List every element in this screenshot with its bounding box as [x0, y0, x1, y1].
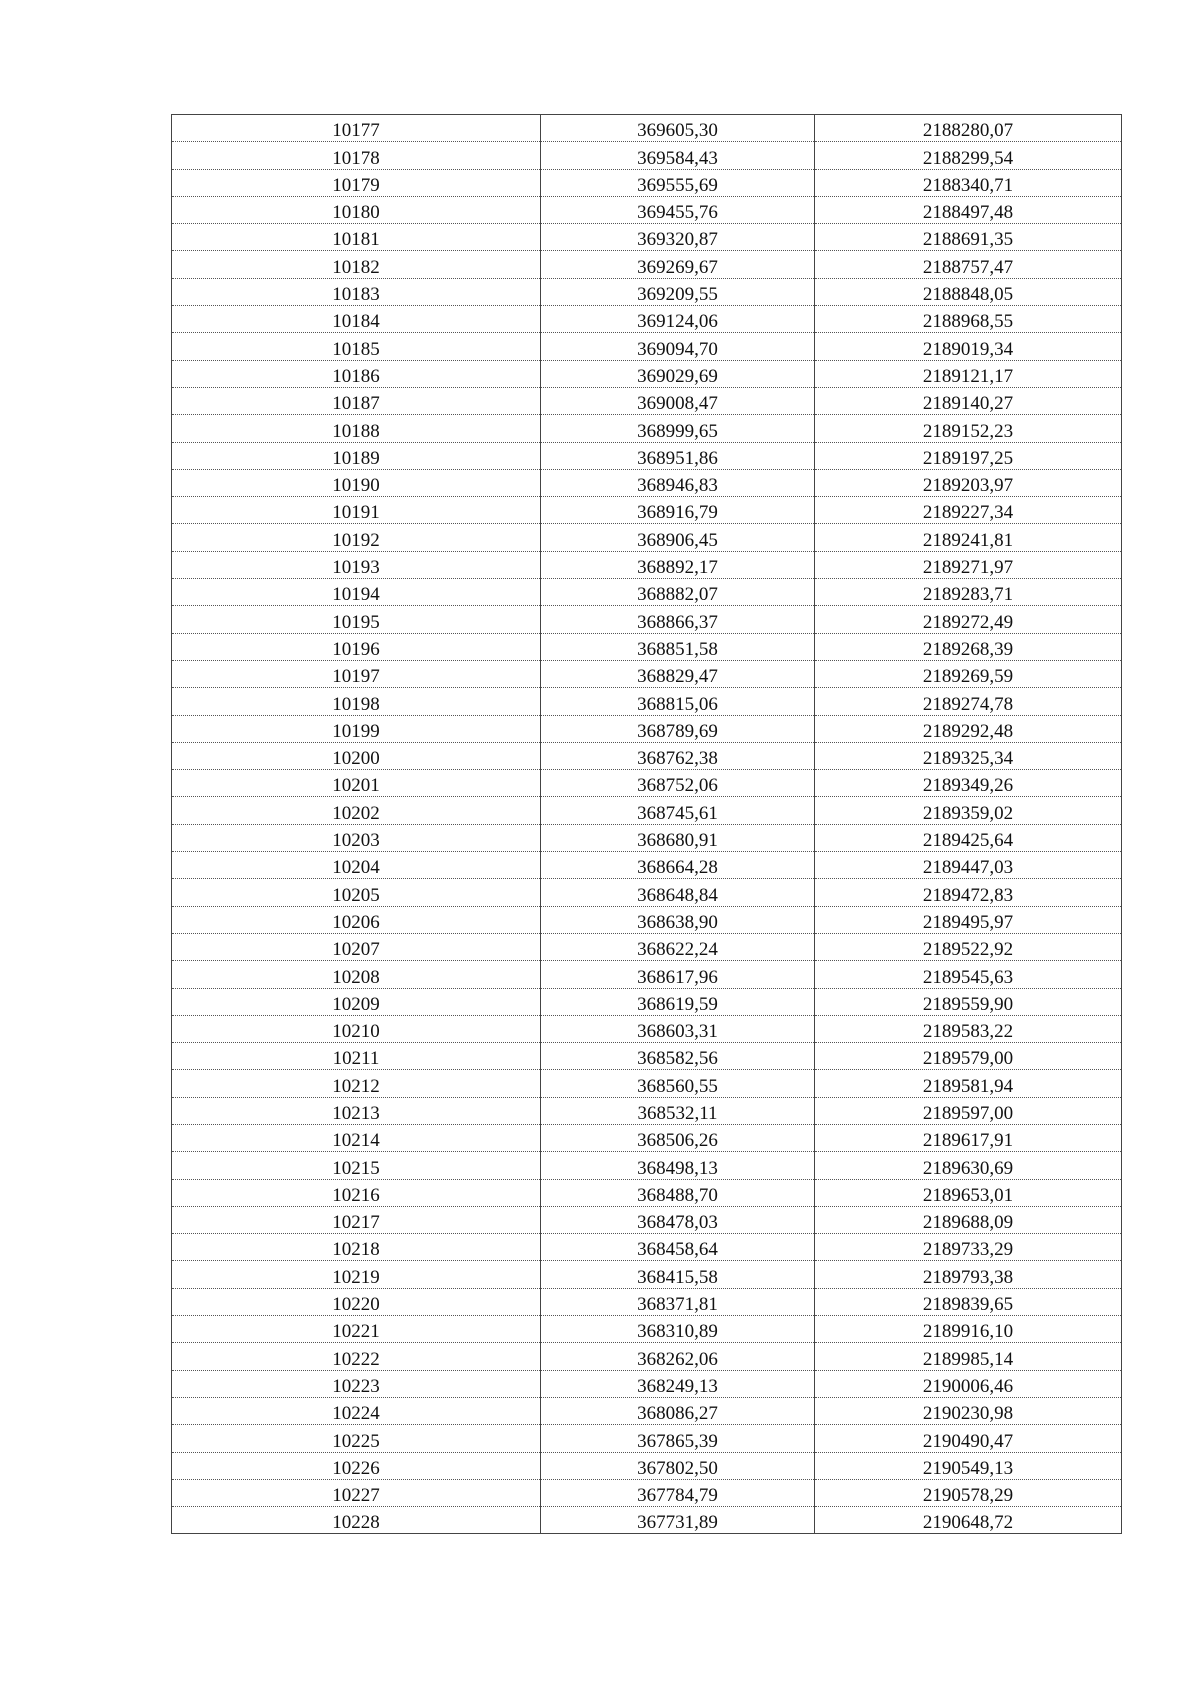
x-coordinate-cell: 369605,30	[541, 115, 815, 142]
point-number-cell: 10183	[172, 278, 541, 305]
x-coordinate-cell: 368617,96	[541, 961, 815, 988]
y-coordinate-cell: 2189495,97	[815, 906, 1122, 933]
table-row	[172, 360, 1122, 387]
x-coordinate-cell: 368906,45	[541, 524, 815, 551]
x-coordinate-cell: 368488,70	[541, 1179, 815, 1206]
point-number-cell: 10182	[172, 251, 541, 278]
point-number-cell: 10199	[172, 715, 541, 742]
y-coordinate-cell: 2189152,23	[815, 415, 1122, 442]
y-coordinate-cell: 2189985,14	[815, 1343, 1122, 1370]
point-number-cell: 10215	[172, 1152, 541, 1179]
y-coordinate-cell: 2190230,98	[815, 1397, 1122, 1424]
table-row	[172, 1397, 1122, 1424]
x-coordinate-cell: 368664,28	[541, 852, 815, 879]
point-number-cell: 10181	[172, 224, 541, 251]
x-coordinate-cell: 368648,84	[541, 879, 815, 906]
x-coordinate-cell: 369320,87	[541, 224, 815, 251]
table-row	[172, 1343, 1122, 1370]
x-coordinate-cell: 368946,83	[541, 469, 815, 496]
y-coordinate-cell: 2189583,22	[815, 1015, 1122, 1042]
table-row	[172, 1097, 1122, 1124]
y-coordinate-cell: 2189522,92	[815, 933, 1122, 960]
y-coordinate-cell: 2189121,17	[815, 360, 1122, 387]
table-row	[172, 251, 1122, 278]
x-coordinate-cell: 369209,55	[541, 278, 815, 305]
x-coordinate-cell: 368622,24	[541, 933, 815, 960]
y-coordinate-cell: 2189349,26	[815, 770, 1122, 797]
x-coordinate-cell: 369555,69	[541, 169, 815, 196]
point-number-cell: 10214	[172, 1124, 541, 1151]
table-row	[172, 196, 1122, 223]
table-row	[172, 852, 1122, 879]
table-row	[172, 1370, 1122, 1397]
point-number-cell: 10206	[172, 906, 541, 933]
x-coordinate-cell: 368762,38	[541, 742, 815, 769]
point-number-cell: 10177	[172, 115, 541, 142]
table-row	[172, 333, 1122, 360]
y-coordinate-cell: 2188497,48	[815, 196, 1122, 223]
table-row	[172, 742, 1122, 769]
x-coordinate-cell: 368866,37	[541, 606, 815, 633]
table-row	[172, 579, 1122, 606]
y-coordinate-cell: 2189019,34	[815, 333, 1122, 360]
y-coordinate-cell: 2189325,34	[815, 742, 1122, 769]
y-coordinate-cell: 2189916,10	[815, 1316, 1122, 1343]
x-coordinate-cell: 367865,39	[541, 1425, 815, 1452]
point-number-cell: 10201	[172, 770, 541, 797]
point-number-cell: 10200	[172, 742, 541, 769]
y-coordinate-cell: 2189653,01	[815, 1179, 1122, 1206]
point-number-cell: 10211	[172, 1043, 541, 1070]
table-row	[172, 660, 1122, 687]
point-number-cell: 10218	[172, 1234, 541, 1261]
table-row	[172, 1152, 1122, 1179]
point-number-cell: 10196	[172, 633, 541, 660]
point-number-cell: 10188	[172, 415, 541, 442]
point-number-cell: 10198	[172, 688, 541, 715]
point-number-cell: 10194	[172, 579, 541, 606]
x-coordinate-cell: 368371,81	[541, 1288, 815, 1315]
point-number-cell: 10204	[172, 852, 541, 879]
y-coordinate-cell: 2188968,55	[815, 306, 1122, 333]
y-coordinate-cell: 2189197,25	[815, 442, 1122, 469]
point-number-cell: 10222	[172, 1343, 541, 1370]
x-coordinate-cell: 368680,91	[541, 824, 815, 851]
table-row	[172, 1507, 1122, 1534]
x-coordinate-cell: 368638,90	[541, 906, 815, 933]
table-row	[172, 115, 1122, 142]
point-number-cell: 10216	[172, 1179, 541, 1206]
y-coordinate-cell: 2188848,05	[815, 278, 1122, 305]
table-row	[172, 415, 1122, 442]
table-row	[172, 1015, 1122, 1042]
point-number-cell: 10192	[172, 524, 541, 551]
x-coordinate-cell: 368916,79	[541, 497, 815, 524]
x-coordinate-cell: 369029,69	[541, 360, 815, 387]
x-coordinate-cell: 368532,11	[541, 1097, 815, 1124]
point-number-cell: 10223	[172, 1370, 541, 1397]
y-coordinate-cell: 2188691,35	[815, 224, 1122, 251]
table-row	[172, 278, 1122, 305]
x-coordinate-cell: 369455,76	[541, 196, 815, 223]
table-row	[172, 442, 1122, 469]
y-coordinate-cell: 2189617,91	[815, 1124, 1122, 1151]
point-number-cell: 10205	[172, 879, 541, 906]
y-coordinate-cell: 2189359,02	[815, 797, 1122, 824]
point-number-cell: 10220	[172, 1288, 541, 1315]
y-coordinate-cell: 2189597,00	[815, 1097, 1122, 1124]
x-coordinate-cell: 368829,47	[541, 660, 815, 687]
table-row	[172, 224, 1122, 251]
x-coordinate-cell: 368851,58	[541, 633, 815, 660]
x-coordinate-cell: 368262,06	[541, 1343, 815, 1370]
point-number-cell: 10203	[172, 824, 541, 851]
point-number-cell: 10209	[172, 988, 541, 1015]
table-row	[172, 879, 1122, 906]
y-coordinate-cell: 2189203,97	[815, 469, 1122, 496]
x-coordinate-cell: 368999,65	[541, 415, 815, 442]
table-row	[172, 306, 1122, 333]
y-coordinate-cell: 2189630,69	[815, 1152, 1122, 1179]
point-number-cell: 10195	[172, 606, 541, 633]
x-coordinate-cell: 368415,58	[541, 1261, 815, 1288]
table-row	[172, 633, 1122, 660]
table-row	[172, 551, 1122, 578]
point-number-cell: 10180	[172, 196, 541, 223]
y-coordinate-cell: 2190549,13	[815, 1452, 1122, 1479]
point-number-cell: 10185	[172, 333, 541, 360]
point-number-cell: 10212	[172, 1070, 541, 1097]
x-coordinate-cell: 368815,06	[541, 688, 815, 715]
table-row	[172, 1124, 1122, 1151]
y-coordinate-cell: 2189447,03	[815, 852, 1122, 879]
table-row	[172, 606, 1122, 633]
table-row	[172, 1070, 1122, 1097]
y-coordinate-cell: 2188340,71	[815, 169, 1122, 196]
table-row	[172, 715, 1122, 742]
y-coordinate-cell: 2189272,49	[815, 606, 1122, 633]
x-coordinate-cell: 368249,13	[541, 1370, 815, 1397]
y-coordinate-cell: 2189559,90	[815, 988, 1122, 1015]
point-number-cell: 10184	[172, 306, 541, 333]
table-row	[172, 1425, 1122, 1452]
y-coordinate-cell: 2190490,47	[815, 1425, 1122, 1452]
y-coordinate-cell: 2189733,29	[815, 1234, 1122, 1261]
y-coordinate-cell: 2189271,97	[815, 551, 1122, 578]
x-coordinate-cell: 368619,59	[541, 988, 815, 1015]
table-row	[172, 387, 1122, 414]
y-coordinate-cell: 2189227,34	[815, 497, 1122, 524]
x-coordinate-cell: 368582,56	[541, 1043, 815, 1070]
table-row	[172, 497, 1122, 524]
y-coordinate-cell: 2190648,72	[815, 1507, 1122, 1534]
x-coordinate-cell: 368560,55	[541, 1070, 815, 1097]
table-row	[172, 469, 1122, 496]
x-coordinate-cell: 368745,61	[541, 797, 815, 824]
table-row	[172, 1261, 1122, 1288]
x-coordinate-cell: 368458,64	[541, 1234, 815, 1261]
table-row	[172, 142, 1122, 169]
table-row	[172, 688, 1122, 715]
table-row	[172, 797, 1122, 824]
x-coordinate-cell: 368892,17	[541, 551, 815, 578]
point-number-cell: 10224	[172, 1397, 541, 1424]
table-row	[172, 770, 1122, 797]
x-coordinate-cell: 369124,06	[541, 306, 815, 333]
point-number-cell: 10210	[172, 1015, 541, 1042]
y-coordinate-cell: 2188757,47	[815, 251, 1122, 278]
y-coordinate-cell: 2190006,46	[815, 1370, 1122, 1397]
x-coordinate-cell: 369094,70	[541, 333, 815, 360]
x-coordinate-cell: 369584,43	[541, 142, 815, 169]
x-coordinate-cell: 368498,13	[541, 1152, 815, 1179]
x-coordinate-cell: 368310,89	[541, 1316, 815, 1343]
y-coordinate-cell: 2188280,07	[815, 115, 1122, 142]
x-coordinate-cell: 368086,27	[541, 1397, 815, 1424]
point-number-cell: 10227	[172, 1479, 541, 1506]
y-coordinate-cell: 2189579,00	[815, 1043, 1122, 1070]
x-coordinate-cell: 368506,26	[541, 1124, 815, 1151]
table-row	[172, 988, 1122, 1015]
y-coordinate-cell: 2189268,39	[815, 633, 1122, 660]
y-coordinate-cell: 2189274,78	[815, 688, 1122, 715]
coordinates-table	[171, 114, 1122, 1534]
point-number-cell: 10191	[172, 497, 541, 524]
table-row	[172, 169, 1122, 196]
point-number-cell: 10213	[172, 1097, 541, 1124]
table-row	[172, 524, 1122, 551]
point-number-cell: 10217	[172, 1206, 541, 1233]
point-number-cell: 10193	[172, 551, 541, 578]
table-row	[172, 1452, 1122, 1479]
point-number-cell: 10221	[172, 1316, 541, 1343]
table-row	[172, 1288, 1122, 1315]
point-number-cell: 10178	[172, 142, 541, 169]
table-row	[172, 933, 1122, 960]
y-coordinate-cell: 2189688,09	[815, 1206, 1122, 1233]
y-coordinate-cell: 2189425,64	[815, 824, 1122, 851]
y-coordinate-cell: 2189241,81	[815, 524, 1122, 551]
y-coordinate-cell: 2189292,48	[815, 715, 1122, 742]
coordinates-table-body	[172, 115, 1122, 1534]
table-row	[172, 961, 1122, 988]
point-number-cell: 10190	[172, 469, 541, 496]
y-coordinate-cell: 2189793,38	[815, 1261, 1122, 1288]
x-coordinate-cell: 367731,89	[541, 1507, 815, 1534]
x-coordinate-cell: 368478,03	[541, 1206, 815, 1233]
y-coordinate-cell: 2189269,59	[815, 660, 1122, 687]
table-row	[172, 1043, 1122, 1070]
point-number-cell: 10186	[172, 360, 541, 387]
table-row	[172, 1206, 1122, 1233]
point-number-cell: 10219	[172, 1261, 541, 1288]
y-coordinate-cell: 2190578,29	[815, 1479, 1122, 1506]
table-row	[172, 906, 1122, 933]
point-number-cell: 10187	[172, 387, 541, 414]
point-number-cell: 10189	[172, 442, 541, 469]
point-number-cell: 10207	[172, 933, 541, 960]
y-coordinate-cell: 2189581,94	[815, 1070, 1122, 1097]
point-number-cell: 10225	[172, 1425, 541, 1452]
point-number-cell: 10208	[172, 961, 541, 988]
y-coordinate-cell: 2189545,63	[815, 961, 1122, 988]
table-row	[172, 1316, 1122, 1343]
point-number-cell: 10197	[172, 660, 541, 687]
y-coordinate-cell: 2188299,54	[815, 142, 1122, 169]
x-coordinate-cell: 368789,69	[541, 715, 815, 742]
x-coordinate-cell: 368882,07	[541, 579, 815, 606]
y-coordinate-cell: 2189140,27	[815, 387, 1122, 414]
point-number-cell: 10226	[172, 1452, 541, 1479]
table-row	[172, 1179, 1122, 1206]
point-number-cell: 10179	[172, 169, 541, 196]
y-coordinate-cell: 2189283,71	[815, 579, 1122, 606]
x-coordinate-cell: 368951,86	[541, 442, 815, 469]
x-coordinate-cell: 367802,50	[541, 1452, 815, 1479]
x-coordinate-cell: 368752,06	[541, 770, 815, 797]
x-coordinate-cell: 367784,79	[541, 1479, 815, 1506]
y-coordinate-cell: 2189839,65	[815, 1288, 1122, 1315]
point-number-cell: 10228	[172, 1507, 541, 1534]
y-coordinate-cell: 2189472,83	[815, 879, 1122, 906]
x-coordinate-cell: 369008,47	[541, 387, 815, 414]
x-coordinate-cell: 369269,67	[541, 251, 815, 278]
table-row	[172, 1479, 1122, 1506]
table-row	[172, 824, 1122, 851]
x-coordinate-cell: 368603,31	[541, 1015, 815, 1042]
table-row	[172, 1234, 1122, 1261]
point-number-cell: 10202	[172, 797, 541, 824]
